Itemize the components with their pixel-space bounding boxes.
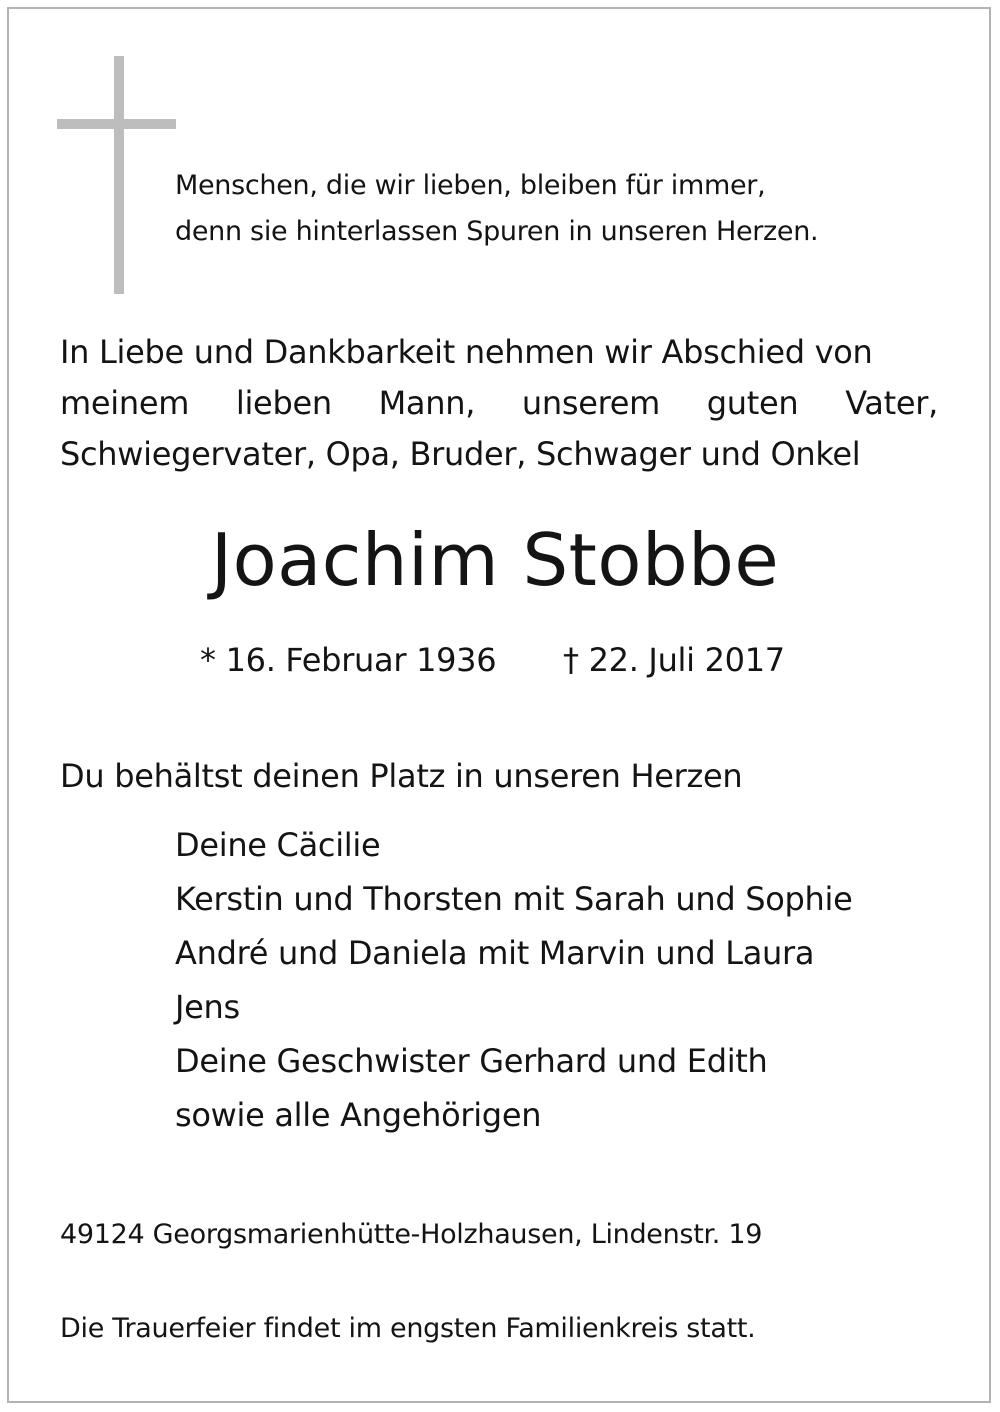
intro-word: guten: [706, 384, 799, 422]
death-date: † 22. Juli 2017: [563, 641, 785, 679]
mourner-line: Jens: [175, 988, 240, 1026]
farewell-line: Du behältst deinen Platz in unseren Herzen: [60, 757, 743, 795]
deceased-name: Joachim Stobbe: [210, 518, 780, 602]
quote-line-1: Menschen, die wir lieben, bleiben für immer,: [175, 170, 766, 201]
intro-word: unserem: [521, 384, 660, 422]
intro-line-2: [60, 384, 938, 422]
intro-word: Mann,: [378, 384, 476, 422]
intro-word: Vater,: [845, 384, 938, 422]
address: 49124 Georgsmarienhütte-Holzhausen, Lindenstr. 19: [60, 1219, 763, 1250]
intro-line-1: In Liebe und Dankbarkeit nehmen wir Abschied von: [60, 333, 873, 371]
mourner-line: Kerstin und Thorsten mit Sarah und Sophie: [175, 880, 853, 918]
intro-word: lieben: [235, 384, 332, 422]
mourner-line: sowie alle Angehörigen: [175, 1096, 542, 1134]
quote-line-2: denn sie hinterlassen Spuren in unseren Herzen.: [175, 216, 819, 247]
mourner-line: Deine Cäcilie: [175, 826, 381, 864]
ceremony-note: Die Trauerfeier findet im engsten Familienkreis statt.: [60, 1313, 756, 1344]
mourner-line: André und Daniela mit Marvin und Laura: [175, 934, 815, 972]
intro-line-3: Schwiegervater, Opa, Bruder, Schwager und Onkel: [60, 435, 861, 473]
mourner-line: Deine Geschwister Gerhard und Edith: [175, 1042, 768, 1080]
birth-date: * 16. Februar 1936: [200, 641, 497, 679]
intro-word: meinem: [60, 384, 190, 422]
